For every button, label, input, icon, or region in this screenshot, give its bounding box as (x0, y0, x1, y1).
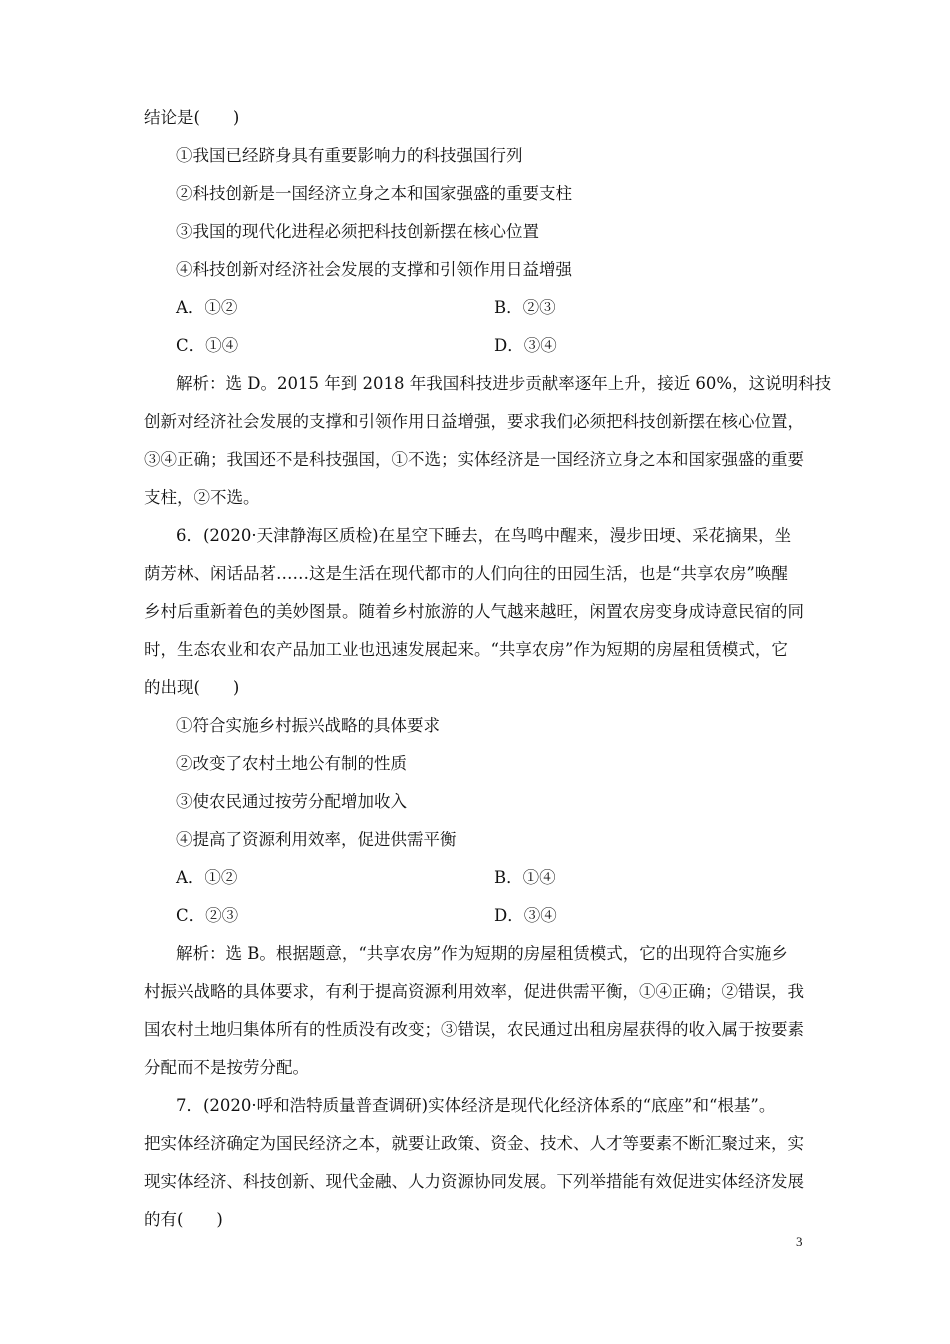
q6-analysis-line-1: 解析：选 B。根据题意，“共享农房”作为短期的房屋租赁模式，它的出现符合实施乡 (176, 944, 788, 963)
q7-stem-line-3: 现实体经济、科技创新、现代金融、人力资源协同发展。下列举措能有效促进实体经济发展 (144, 1172, 804, 1191)
q7-stem-line-4: 的有( ) (144, 1210, 223, 1229)
q6-option-c: C．②③ (176, 906, 239, 925)
q6-option-d: D．③④ (494, 906, 557, 925)
q5-item-3: ③我国的现代化进程必须把科技创新摆在核心位置 (176, 222, 539, 241)
q6-stem-line-1: 6．(2020·天津静海区质检)在星空下睡去，在鸟鸣中醒来，漫步田埂、采花摘果，坐 (176, 526, 792, 545)
q5-option-c: C．①④ (176, 336, 239, 355)
q6-analysis-line-2: 村振兴战略的具体要求，有利于提高资源利用效率，促进供需平衡，①④正确；②错误，我 (144, 982, 804, 1001)
q5-item-2: ②科技创新是一国经济立身之本和国家强盛的重要支柱 (176, 184, 572, 203)
q5-analysis-line-2: 创新对经济社会发展的支撑和引领作用日益增强，要求我们必须把科技创新摆在核心位置， (144, 412, 804, 431)
q5-item-4: ④科技创新对经济社会发展的支撑和引领作用日益增强 (176, 260, 572, 279)
q6-stem-line-3: 乡村后重新着色的美妙图景。随着乡村旅游的人气越来越旺，闲置农房变身成诗意民宿的同 (144, 602, 804, 621)
q6-item-2: ②改变了农村土地公有制的性质 (176, 754, 407, 773)
page-number: 3 (796, 1234, 803, 1249)
q7-stem-line-1: 7．(2020·呼和浩特质量普查调研)实体经济是现代化经济体系的“底座”和“根基”。 (176, 1096, 776, 1115)
q5-analysis-line-1: 解析：选 D。2015 年到 2018 年我国科技进步贡献率逐年上升，接近 60%，这说明科技 (176, 374, 832, 393)
q7-stem-line-2: 把实体经济确定为国民经济之本，就要让政策、资金、技术、人才等要素不断汇聚过来，实 (144, 1134, 804, 1153)
q5-option-b: B．②③ (494, 298, 556, 317)
q6-option-b: B．①④ (494, 868, 556, 887)
q6-item-4: ④提高了资源利用效率，促进供需平衡 (176, 830, 457, 849)
q6-item-3: ③使农民通过按劳分配增加收入 (176, 792, 407, 811)
q5-option-a: A．①② (176, 298, 238, 317)
q6-analysis-line-4: 分配而不是按劳分配。 (144, 1058, 309, 1077)
q6-item-1: ①符合实施乡村振兴战略的具体要求 (176, 716, 440, 735)
q6-analysis-line-3: 国农村土地归集体所有的性质没有改变；③错误，农民通过出租房屋获得的收入属于按要素 (144, 1020, 804, 1039)
q6-stem-line-5: 的出现( ) (144, 678, 240, 697)
q6-option-a: A．①② (176, 868, 238, 887)
q6-stem-line-2: 荫芳林、闲话品茗……这是生活在现代都市的人们向往的田园生活，也是“共享农房”唤醒 (144, 564, 788, 583)
q5-option-d: D．③④ (494, 336, 557, 355)
q5-stem-end: 结论是( ) (144, 108, 240, 127)
q5-item-1: ①我国已经跻身具有重要影响力的科技强国行列 (176, 146, 523, 165)
q6-stem-line-4: 时，生态农业和农产品加工业也迅速发展起来。“共享农房”作为短期的房屋租赁模式，它 (144, 640, 788, 659)
q5-analysis-line-4: 支柱，②不选。 (144, 488, 260, 507)
q5-analysis-line-3: ③④正确；我国还不是科技强国，①不选；实体经济是一国经济立身之本和国家强盛的重要 (144, 450, 804, 469)
